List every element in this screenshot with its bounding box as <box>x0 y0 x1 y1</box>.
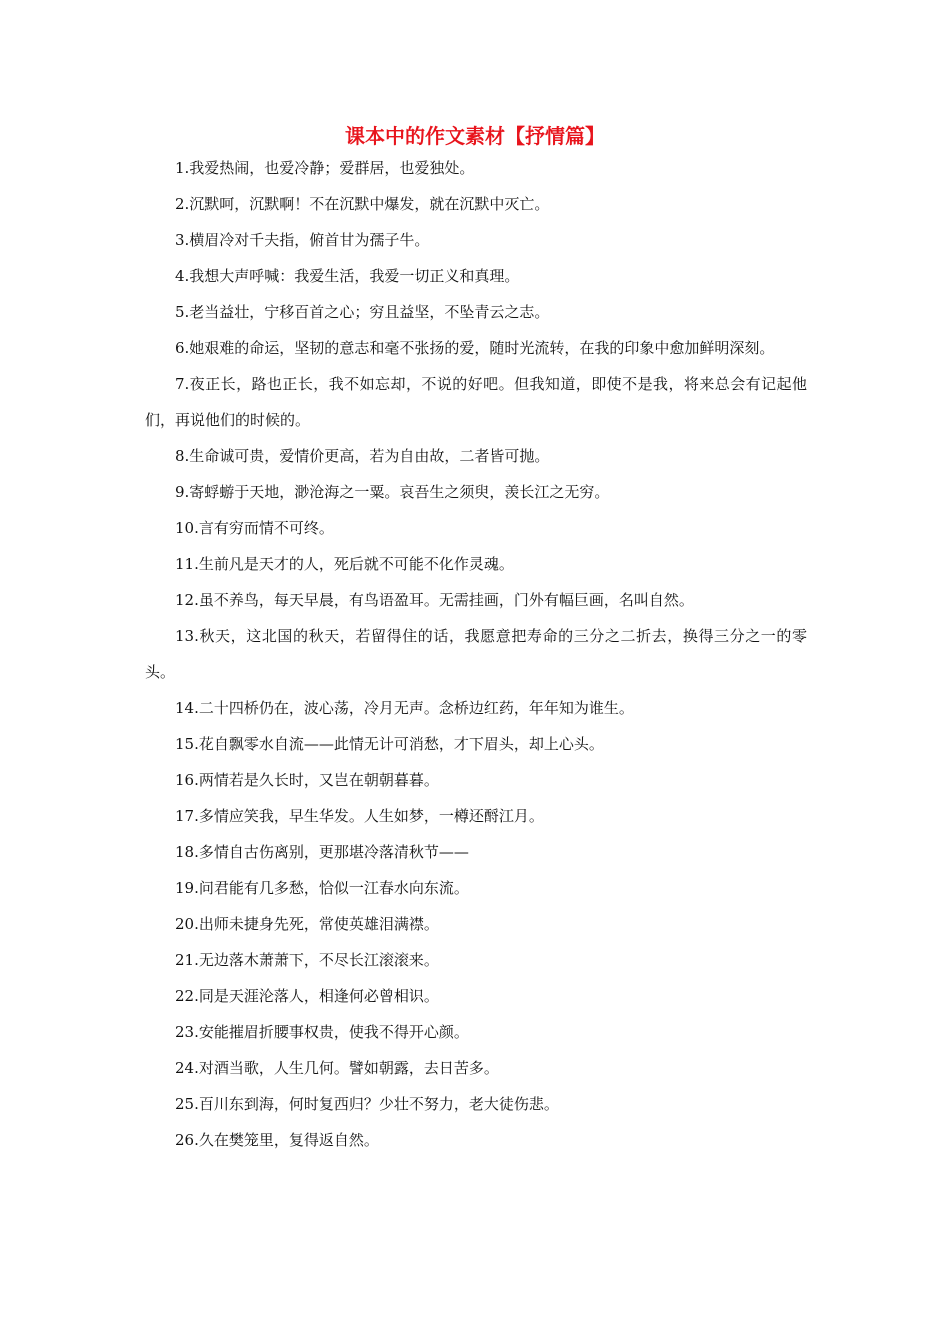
quote-item-11: 11.生前凡是天才的人，死后就不可能不化作灵魂。 <box>175 555 514 573</box>
quote-item-1: 1.我爱热闹，也爱冷静；爱群居，也爱独处。 <box>175 159 475 177</box>
quote-item-17: 17.多情应笑我，早生华发。人生如梦，一樽还酹江月。 <box>175 807 544 825</box>
quote-item-23: 23.安能摧眉折腰事权贵，使我不得开心颜。 <box>175 1023 469 1041</box>
quote-item-8: 8.生命诚可贵，爱情价更高，若为自由故，二者皆可抛。 <box>175 447 550 465</box>
quote-item-26: 26.久在樊笼里，复得返自然。 <box>175 1131 379 1149</box>
document-title: 课本中的作文素材【抒情篇】 <box>345 124 605 148</box>
quote-item-13: 13.秋天，这北国的秋天，若留得住的话，我愿意把寿命的三分之二折去，换得三分之一的零头。 <box>145 627 807 681</box>
quote-item-15: 15.花自飘零水自流——此情无计可消愁，才下眉头，却上心头。 <box>175 735 604 753</box>
quote-item-20: 20.出师未捷身先死，常使英雄泪满襟。 <box>175 915 439 933</box>
quote-item-3: 3.横眉冷对千夫指，俯首甘为孺子牛。 <box>175 231 430 249</box>
quote-item-22: 22.同是天涯沦落人，相逢何必曾相识。 <box>175 987 439 1005</box>
quote-item-16: 16.两情若是久长时，又岂在朝朝暮暮。 <box>175 771 439 789</box>
quote-item-4: 4.我想大声呼喊：我爱生活，我爱一切正义和真理。 <box>175 267 520 285</box>
quote-list <box>145 150 807 1158</box>
quote-item-9: 9.寄蜉蝣于天地，渺沧海之一粟。哀吾生之须臾，羡长江之无穷。 <box>175 483 610 501</box>
quote-item-18: 18.多情自古伤离别，更那堪冷落清秋节—— <box>175 843 469 861</box>
quote-item-19: 19.问君能有几多愁，恰似一江春水向东流。 <box>175 879 469 897</box>
quote-item-24: 24.对酒当歌，人生几何。譬如朝露，去日苦多。 <box>175 1059 499 1077</box>
quote-item-7: 7.夜正长，路也正长，我不如忘却，不说的好吧。但我知道，即使不是我，将来总会有记起他们，再说他们的时候的。 <box>145 375 807 429</box>
quote-item-25: 25.百川东到海，何时复西归？少壮不努力，老大徒伤悲。 <box>175 1095 559 1113</box>
quote-item-12: 12.虽不养鸟，每天早晨，有鸟语盈耳。无需挂画，门外有幅巨画，名叫自然。 <box>175 591 694 609</box>
quote-item-2: 2.沉默呵，沉默啊！不在沉默中爆发，就在沉默中灭亡。 <box>175 195 550 213</box>
quote-item-21: 21.无边落木萧萧下，不尽长江滚滚来。 <box>175 951 439 969</box>
quote-item-6: 6.她艰难的命运，坚韧的意志和毫不张扬的爱，随时光流转，在我的印象中愈加鲜明深刻。 <box>175 339 775 357</box>
quote-item-5: 5.老当益壮，宁移百首之心；穷且益坚，不坠青云之志。 <box>175 303 550 321</box>
quote-item-10: 10.言有穷而情不可终。 <box>175 519 334 537</box>
quote-item-14: 14.二十四桥仍在，波心荡，冷月无声。念桥边红药，年年知为谁生。 <box>175 699 634 717</box>
